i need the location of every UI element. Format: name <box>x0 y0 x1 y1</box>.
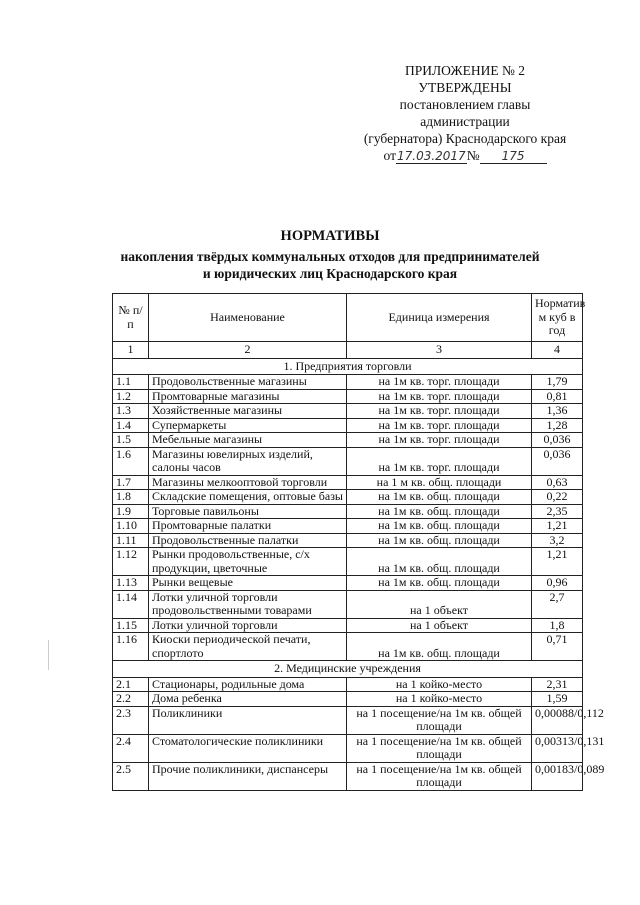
row-name: Киоски периодической печати, спортлото <box>149 633 347 661</box>
row-name: Стационары, родильные дома <box>149 677 347 692</box>
norms-table <box>112 293 605 791</box>
row-unit: на 1м кв. общ. площади <box>347 533 532 548</box>
from-label: от <box>383 148 396 163</box>
row-unit: на 1 посещение/на 1м кв. общей площади <box>347 734 532 762</box>
row-unit: на 1 объект <box>347 618 532 633</box>
row-norm-value: 1,21 <box>532 519 583 534</box>
table-row <box>113 375 583 390</box>
row-number: 2.3 <box>113 706 149 734</box>
appendix-label: ПРИЛОЖЕНИЕ № 2 <box>404 63 526 78</box>
row-number: 1.9 <box>113 504 149 519</box>
row-name: Лотки уличной торговли <box>149 618 347 633</box>
row-name: Рынки вещевые <box>149 576 347 591</box>
row-norm-value: 2,7 <box>532 590 583 618</box>
table-row <box>113 404 583 419</box>
col-number: 4 <box>532 342 583 359</box>
row-name: Складские помещения, оптовые базы <box>149 490 347 505</box>
row-name: Промтоварные палатки <box>149 519 347 534</box>
row-name: Магазины ювелирных изделий, салоны часов <box>149 447 347 475</box>
row-unit: на 1 посещение/на 1м кв. общей площади <box>347 706 532 734</box>
table-row <box>113 734 583 762</box>
row-unit: на 1м кв. торг. площади <box>347 375 532 390</box>
table-row <box>113 490 583 505</box>
administration-label: администрации <box>420 114 510 129</box>
row-name: Продовольственные палатки <box>149 533 347 548</box>
table-row <box>113 504 583 519</box>
row-number: 1.16 <box>113 633 149 661</box>
handwritten-number: 175 <box>480 149 547 164</box>
table-row <box>113 618 583 633</box>
section-title: 1. Предприятия торговли <box>113 358 583 375</box>
row-number: 1.6 <box>113 447 149 475</box>
header-name: Наименование <box>149 294 347 342</box>
table-row <box>113 633 583 661</box>
header-norm: Норматив м куб в год <box>532 294 583 342</box>
table-row <box>113 433 583 448</box>
row-norm-value: 1,8 <box>532 618 583 633</box>
row-name: Продовольственные магазины <box>149 375 347 390</box>
row-unit: на 1 м кв. общ. площади <box>347 475 532 490</box>
row-number: 1.7 <box>113 475 149 490</box>
col-number: 2 <box>149 342 347 359</box>
row-norm-value: 0,96 <box>532 576 583 591</box>
section-title: 2. Медицинские учреждения <box>113 661 583 678</box>
row-name: Мебельные магазины <box>149 433 347 448</box>
row-norm-value: 2,35 <box>532 504 583 519</box>
row-unit: на 1м кв. торг. площади <box>347 418 532 433</box>
row-name: Хозяйственные магазины <box>149 404 347 419</box>
row-norm-value: 0,71 <box>532 633 583 661</box>
row-norm-value: 3,2 <box>532 533 583 548</box>
table-row <box>113 576 583 591</box>
row-name: Стоматологические поликлиники <box>149 734 347 762</box>
row-unit: на 1м кв. общ. площади <box>347 504 532 519</box>
page-title: НОРМАТИВЫ <box>280 228 380 244</box>
row-number: 1.15 <box>113 618 149 633</box>
row-number: 1.4 <box>113 418 149 433</box>
row-unit: на 1 посещение/на 1м кв. общей площади <box>347 762 532 790</box>
table-row <box>113 762 583 790</box>
table-row <box>113 533 583 548</box>
row-number: 2.5 <box>113 762 149 790</box>
row-name: Торговые павильоны <box>149 504 347 519</box>
row-name: Прочие поликлиники, диспансеры <box>149 762 347 790</box>
row-number: 1.8 <box>113 490 149 505</box>
row-number: 1.13 <box>113 576 149 591</box>
document-heading <box>95 228 565 282</box>
table-row <box>113 418 583 433</box>
row-number: 1.14 <box>113 590 149 618</box>
row-norm-value: 0,81 <box>532 389 583 404</box>
row-norm-value: 1,79 <box>532 375 583 390</box>
row-number: 1.10 <box>113 519 149 534</box>
row-unit: на 1 койко-место <box>347 692 532 707</box>
row-number: 2.4 <box>113 734 149 762</box>
table-row <box>113 677 583 692</box>
row-name: Магазины мелкооптовой торговли <box>149 475 347 490</box>
row-unit: на 1 объект <box>347 590 532 618</box>
date-number-line <box>330 147 600 165</box>
row-unit: на 1м кв. общ. площади <box>347 548 532 576</box>
handwritten-date: 17.03.2017 <box>396 149 466 163</box>
col-number: 1 <box>113 342 149 359</box>
section-row <box>113 358 583 375</box>
col-number: 3 <box>347 342 532 359</box>
subtitle-line-1: накопления твёрдых коммунальных отходов для предпринимателей <box>120 249 540 264</box>
table-row <box>113 519 583 534</box>
margin-mark <box>48 640 49 670</box>
row-name: Дома ребенка <box>149 692 347 707</box>
approval-block <box>330 62 600 165</box>
table-row <box>113 590 583 618</box>
row-unit: на 1м кв. торг. площади <box>347 447 532 475</box>
row-name: Супермаркеты <box>149 418 347 433</box>
row-name: Промтоварные магазины <box>149 389 347 404</box>
resolution-label: постановлением главы <box>399 97 531 112</box>
row-number: 1.11 <box>113 533 149 548</box>
row-norm-value: 0,036 <box>532 447 583 475</box>
row-number: 1.3 <box>113 404 149 419</box>
row-norm-value: 1,36 <box>532 404 583 419</box>
row-norm-value: 0,00088/0,112 <box>532 706 583 734</box>
header-unit: Единица измерения <box>347 294 532 342</box>
row-norm-value: 0,036 <box>532 433 583 448</box>
row-number: 1.2 <box>113 389 149 404</box>
table-row <box>113 447 583 475</box>
row-unit: на 1м кв. торг. площади <box>347 433 532 448</box>
row-number: 1.1 <box>113 375 149 390</box>
row-number: 2.1 <box>113 677 149 692</box>
row-unit: на 1м кв. общ. площади <box>347 490 532 505</box>
row-norm-value: 0,63 <box>532 475 583 490</box>
table-row <box>113 692 583 707</box>
row-unit: на 1м кв. общ. площади <box>347 519 532 534</box>
subtitle-line-2: и юридических лиц Краснодарского края <box>202 266 458 281</box>
approved-label: УТВЕРЖДЕНЫ <box>418 80 512 95</box>
number-label: № <box>466 148 480 163</box>
row-norm-value: 1,21 <box>532 548 583 576</box>
section-row <box>113 661 583 678</box>
row-unit: на 1м кв. общ. площади <box>347 576 532 591</box>
row-unit: на 1 койко-место <box>347 677 532 692</box>
row-name: Рынки продовольственные, с/х продукции, цветочные <box>149 548 347 576</box>
row-number: 2.2 <box>113 692 149 707</box>
row-unit: на 1м кв. торг. площади <box>347 389 532 404</box>
header-num: № п/п <box>113 294 149 342</box>
row-number: 1.12 <box>113 548 149 576</box>
governor-label: (губернатора) Краснодарского края <box>363 131 567 146</box>
row-norm-value: 0,00313/0,131 <box>532 734 583 762</box>
row-norm-value: 0,00183/0,089 <box>532 762 583 790</box>
row-number: 1.5 <box>113 433 149 448</box>
table-row <box>113 475 583 490</box>
table-row <box>113 389 583 404</box>
row-unit: на 1м кв. общ. площади <box>347 633 532 661</box>
table-row <box>113 548 583 576</box>
row-norm-value: 1,28 <box>532 418 583 433</box>
row-name: Лотки уличной торговли продовольственными товарами <box>149 590 347 618</box>
row-name: Поликлиники <box>149 706 347 734</box>
row-unit: на 1м кв. торг. площади <box>347 404 532 419</box>
table-header-row <box>113 294 583 342</box>
table-row <box>113 706 583 734</box>
row-norm-value: 2,31 <box>532 677 583 692</box>
row-norm-value: 0,22 <box>532 490 583 505</box>
column-number-row <box>113 342 583 359</box>
row-norm-value: 1,59 <box>532 692 583 707</box>
